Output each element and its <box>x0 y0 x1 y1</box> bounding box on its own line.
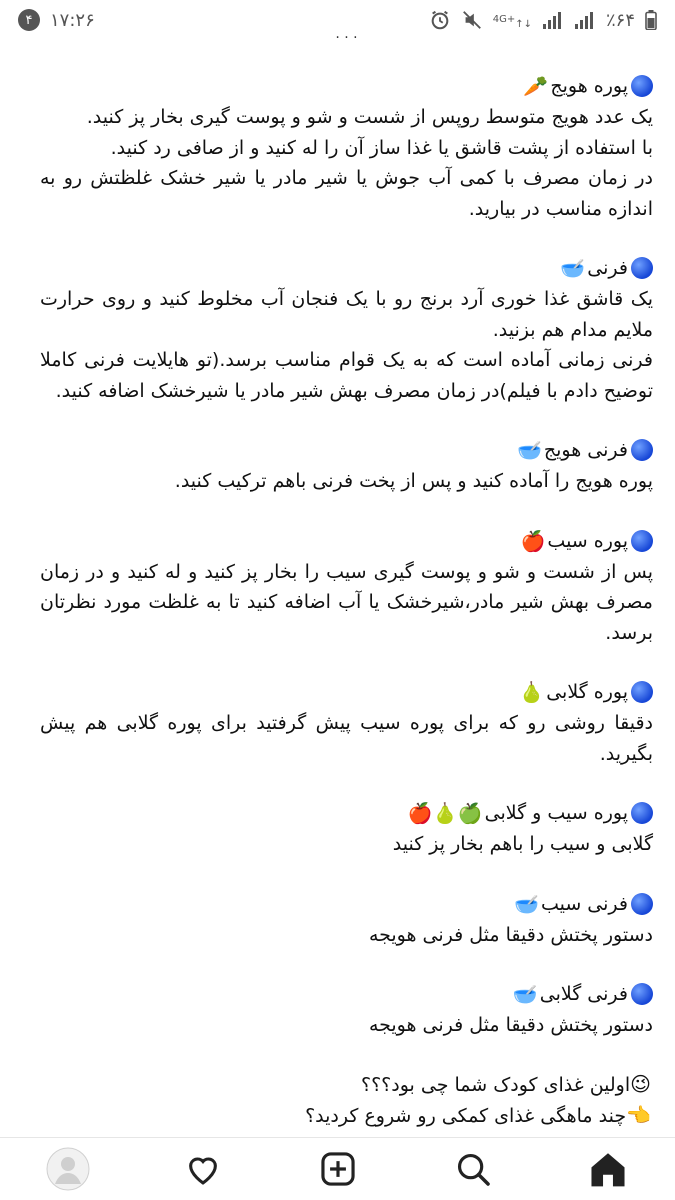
signal-icon-2 <box>574 10 596 30</box>
section-title <box>40 676 653 708</box>
recipe-section-apple-ferni <box>40 888 653 951</box>
bottom-navigation <box>0 1137 675 1200</box>
heart-icon <box>184 1152 222 1186</box>
recipe-section-carrot-puree <box>40 70 653 224</box>
notification-count-badge: ۴ <box>18 9 40 31</box>
section-title-text: پوره سیب <box>547 529 628 552</box>
section-title <box>40 525 653 557</box>
section-title-text: پوره هویج <box>550 75 628 97</box>
section-line: فرنی زمانی آماده است که به یک قوام مناسب برسد.(تو هایلایت فرنی کاملا توضیح دادم با فیلم)در زمان مصرف بهش شیر مادر یا شیرخشک اضافه کنید. <box>40 349 653 402</box>
carrot-icon: 🥕 <box>523 74 549 98</box>
section-title-text: پوره گلابی <box>546 681 628 703</box>
nav-activity-button[interactable] <box>178 1144 228 1194</box>
section-title-text: فرنی هویج <box>543 439 628 461</box>
recipe-section-pear-puree <box>40 676 653 769</box>
clock-time: ۱۷:۲۶ <box>50 9 95 31</box>
question-text: چند ماهگی غذای کمکی رو شروع کردید؟ <box>305 1105 627 1127</box>
section-line: با استفاده از پشت قاشق یا غذا ساز آن را له کنید و از صافی رد کنید. <box>110 136 653 159</box>
section-title <box>40 888 653 920</box>
blue-circle-icon <box>631 983 653 1005</box>
question-line <box>40 1100 653 1132</box>
nav-search-button[interactable] <box>448 1144 498 1194</box>
nav-new-post-button[interactable] <box>313 1144 363 1194</box>
network-label: 4G+ <box>492 14 516 25</box>
recipe-section-carrot-ferni <box>40 434 653 497</box>
section-line: پس از شست و شو و پوست گیری سیب را بخار پز کنید و له کنید و در زمان مصرف بهش شیر مادر،شیرخشک یا آب اضافه کنید تا به غلظت مورد نظرتان برسد. <box>40 560 653 644</box>
questions-section <box>40 1069 653 1132</box>
question-text: اولین غذای کودک شما چی بود؟؟؟ <box>361 1073 631 1096</box>
recipe-section-pear-ferni <box>40 978 653 1041</box>
post-caption <box>0 28 675 1138</box>
bowl-icon: 🥣 <box>516 438 542 462</box>
section-title <box>40 797 653 829</box>
section-title <box>40 978 653 1010</box>
caption-dots: · · · <box>335 30 358 46</box>
profile-avatar-icon <box>46 1147 90 1191</box>
bowl-icon: 🥣 <box>560 256 586 280</box>
recipe-section-apple-pear-puree <box>40 797 653 860</box>
nav-home-button[interactable] <box>583 1144 633 1194</box>
section-line: پوره هویج را آماده کنید و پس از پخت فرنی باهم ترکیب کنید. <box>174 470 653 492</box>
pointing-hand-icon: 👈 <box>626 1103 651 1127</box>
section-title-text: فرنی سیب <box>540 892 628 915</box>
bowl-icon: 🥣 <box>512 982 538 1006</box>
signal-icon <box>542 10 564 30</box>
blue-circle-icon <box>631 75 653 97</box>
section-line: یک قاشق غذا خوری آرد برنج رو با یک فنجان آب مخلوط کنید و روی حرارت ملایم مدام هم بزنید. <box>40 288 653 341</box>
recipe-section-apple-puree <box>40 525 653 649</box>
blue-circle-icon <box>631 681 653 703</box>
pear-icon: 🍐 <box>519 680 545 704</box>
section-title-text: فرنی <box>587 257 628 279</box>
nav-profile-button[interactable] <box>43 1144 93 1194</box>
section-title <box>40 434 653 466</box>
battery-level: ٪۶۴ <box>605 9 635 31</box>
blue-circle-icon <box>631 257 653 279</box>
blue-circle-icon <box>631 893 653 915</box>
section-line: دقیقا روشی رو که برای پوره سیب پیش گرفتید برای پوره گلابی هم پیش بگیرید. <box>40 712 653 765</box>
blue-circle-icon <box>631 530 653 552</box>
section-title-text: فرنی گلابی <box>539 983 628 1005</box>
network-type-icon: 4G+ ↑↓ <box>492 14 532 30</box>
recipe-section-ferni <box>40 252 653 406</box>
search-icon <box>454 1150 492 1188</box>
section-line: دستور پختش دقیقا مثل فرنی هویجه <box>368 1014 653 1036</box>
battery-icon <box>645 10 657 30</box>
home-icon <box>588 1150 628 1188</box>
section-line: دستور پختش دقیقا مثل فرنی هویجه <box>368 923 653 946</box>
wink-icon: 😉 <box>630 1071 651 1096</box>
section-title <box>40 252 653 284</box>
apple-icon: 🍎 <box>520 528 546 553</box>
blue-circle-icon <box>631 802 653 824</box>
section-line: یک عدد هویج متوسط روپس از شست و شو و پوست گیری بخار پز کنید. <box>86 106 653 128</box>
question-line <box>40 1069 653 1101</box>
section-title-text: پوره سیب و گلابی <box>484 802 628 824</box>
blue-circle-icon <box>631 439 653 461</box>
add-post-icon <box>319 1150 357 1188</box>
fruit-icons: 🍏🍐🍎 <box>407 801 483 825</box>
bowl-icon: 🥣 <box>514 891 539 916</box>
section-line: در زمان مصرف با کمی آب جوش یا شیر مادر یا شیر خشک غلظتش رو به اندازه مناسب در بیارید. <box>40 167 653 220</box>
section-line: گلابی و سیب را باهم بخار پز کنید <box>392 833 653 855</box>
section-title <box>40 70 653 102</box>
